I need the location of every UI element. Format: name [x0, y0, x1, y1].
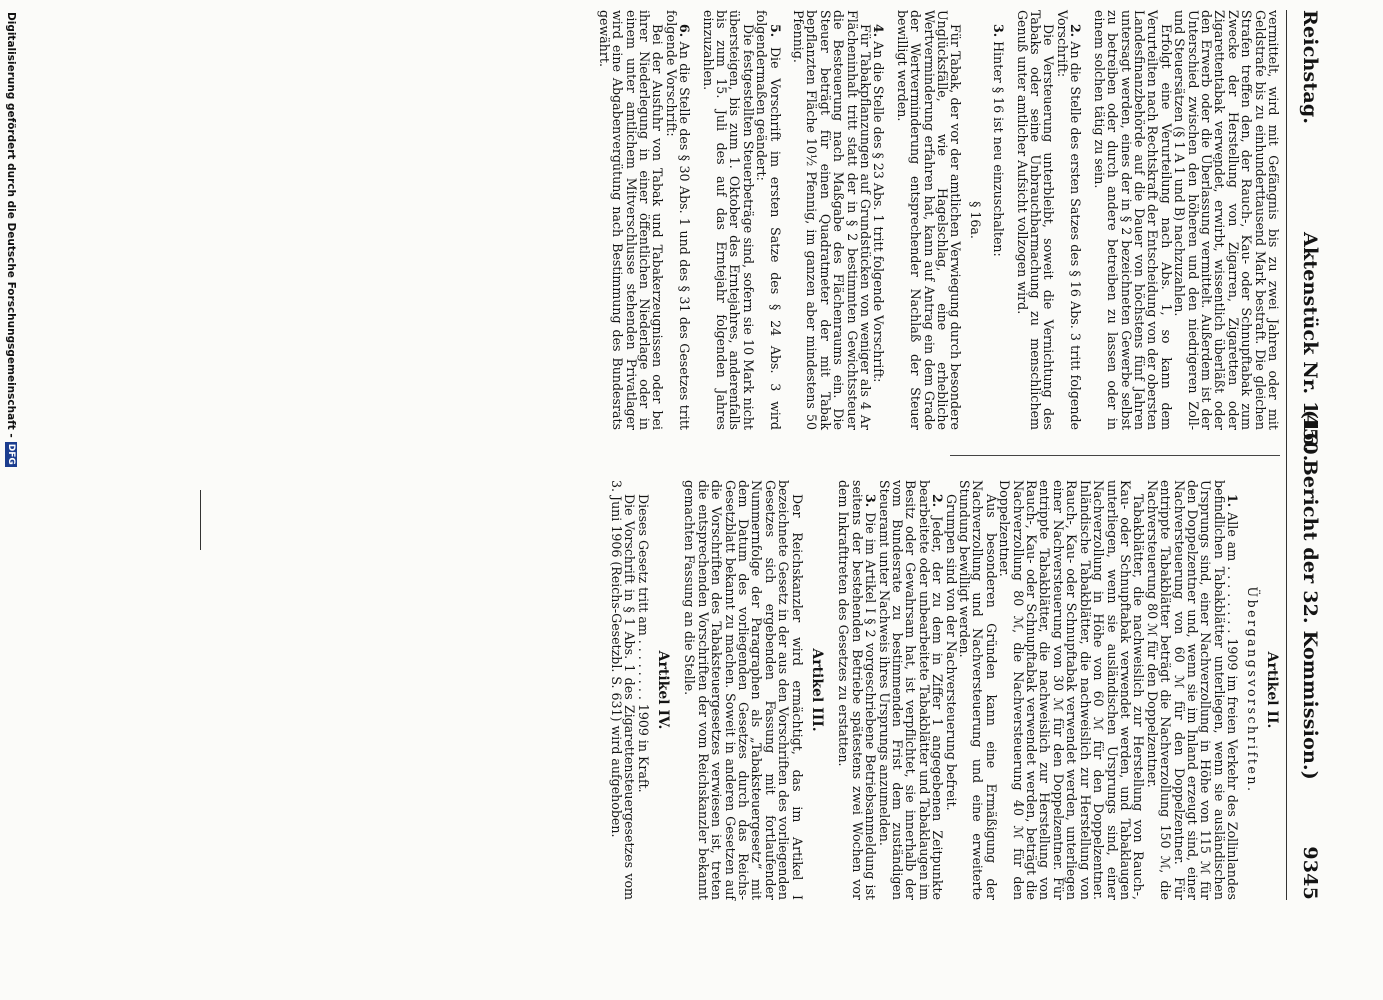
item-text: Jeder, der zu dem in Ziffer 1 angegebenen Zeitpunkte bearbeitete oder unbearbeitete Tabakblätter und Tabaklaugen im Besitz oder Gewahrsam hat, ist verpflichtet, sie innerhalb der vom Bundesrate zu bestimmenden Frist dem zuständigen Steueramt unter Nachweis ihres Ursprungs anzumelden. [876, 480, 946, 900]
paragraph: Dieses Gesetz tritt am . . . . . . . . 1909 in Kraft. [635, 494, 651, 793]
running-header [1291, 10, 1323, 900]
article-2-item-3 [837, 480, 877, 900]
header-document-number: Aktenstück Nr. 1450. [1299, 232, 1321, 462]
quoted-provision: Bei der Ausfuhr von Tabak und Tabakerzeugnissen oder bei ihrer Niederlegung in einer öffentlichen Niederlage oder in einem unter amtlichem Mitverschlusse stehenden Privatlager wird eine Abgabenvergütung nach Bestimmung des Bundesrats gewährt. [596, 10, 666, 430]
digitization-note [3, 12, 17, 467]
digitization-text: Digitalisierung gefördert durch die Deutsche Forschungsgemeinschaft - [5, 12, 17, 438]
section-2 [1056, 10, 1083, 430]
paragraph: vermittelt, wird mit Gefängnis bis zu zwei Jahren oder mit Geldstrafe bis zu einhunderttausend Mark bestraft. Die gleichen Strafen treffen den, der Rauch-, Kau- oder Schnupftabak zum Zwecke der Herstellung von Zigarren, Zigaretten oder Zigarettentabak verwendet, erwirbt, wissentlich überläßt oder den Erwerb oder die Überlassung vermittelt. Außerdem ist der Unterschied zwischen den höheren und den niedrigeren Zoll- und Steuersätzen (§ 1 A 1 und B) nachzuzahlen. [1172, 10, 1281, 430]
section-text: An die Stelle des § 30 Abs. 1 und des § 31 des Gesetzes tritt folgende Vorschrift: [663, 10, 693, 430]
column-divider [950, 455, 1280, 456]
paragraph: Erfolgt eine Verurteilung nach Abs. 1, so kann dem Verurteilten nach Rechtskraft der Entscheidung von der obersten Landesfinanzbehörde auf die Dauer von höchstens fünf Jahren untersagt werden, eines der in § 2 bezeichneten Gewerbe selbst zu betreiben oder durch andere betreiben zu lassen oder in einem solchen tätig zu sein. [1091, 10, 1174, 430]
quoted-provision: Die Versteuerung unterbleibt, soweit die Vernichtung des Tabaks oder seine Unbrauchbarmachung zu menschlichem Genuß unter amtlicher Aufsicht vollzogen wird. [1014, 10, 1057, 430]
article-2-subheading: Übergangsvorschriften. [1244, 586, 1260, 794]
section-5 [755, 10, 782, 430]
paragraph: Grumpen sind von der Nachversteuerung befreit. [943, 494, 959, 811]
dfg-logo: DFG [6, 443, 16, 465]
paragraph-heading: § 16a. [967, 201, 983, 239]
section-3 [992, 10, 1005, 430]
quoted-provision: Für Tabakpflanzungen auf Grundstücken von weniger als 4 Ar Flächeninhalt tritt statt der in § 2 bestimmten Gewichtssteuer die Besteuerung nach Maßgabe des Flächenraums ein. Die Steuer beträgt für einen Quadratmeter der mit Tabak bepflanzten Fläche 10½ Pfennig, im ganzen aber mindestens 50 Pfennig. [791, 10, 874, 430]
article-2-item-2 [877, 480, 944, 900]
section-6 [664, 10, 691, 430]
page-number: 9345 [1299, 846, 1321, 900]
section-text: An die Stelle des § 23 Abs. 1 tritt folgende Vorschrift: [871, 41, 887, 383]
item-number: 1. [1225, 494, 1241, 508]
quoted-provision: Für Tabak, der vor der amtlichen Verwiegung durch besondere Unglücksfälle, wie Hagelschlag, eine erhebliche Wertverminderung erfahren hat, kann auf Antrag ein dem Grade der Wertverminderung entsprechender Nachlaß der Steuer bewilligt werden. [894, 10, 964, 430]
section-text: Die Vorschrift im ersten Satze des § 24 Abs. 3 wird folgendermaßen geändert: [754, 10, 783, 430]
item-number: 2. [930, 494, 946, 508]
section-text: An die Stelle des ersten Satzes des § 16 Abs. 3 tritt folgende Vorschrift: [1054, 10, 1084, 430]
section-number: 6. [677, 24, 693, 38]
paragraph: Aus besonderen Gründen kann eine Ermäßigung der Nachverzollung und Nachversteuerung und eine erweiterte Stundung bewilligt werden. [957, 480, 999, 900]
header-rule [1286, 10, 1287, 900]
article-4-heading: Artikel IV. [654, 650, 671, 730]
header-title: Reichstag. [1299, 10, 1321, 125]
article-3-heading: Artikel III. [809, 648, 825, 732]
article-2-item-1 [1145, 480, 1239, 900]
paragraph: Tabakblätter, die nachweislich zur Herstellung von Rauch-, Kau- oder Schnupftabak verwendet werden, und Tabaklaugen unterliegen, wenn sie ausländischen Ursprungs sind, einer Nachverzollung in Höhe von 60 ℳ für den Doppelzentner. Inländische Tabakblätter, die nachweislich zur Herstellung von Rauch-, Kau- oder Schnupftabak verwendet werden, unterliegen einer Nachversteuerung von 30 ℳ für den Doppelzentner. Für entrippte Tabakblätter, die nachweislich zur Herstellung von Rauch-, Kau- oder Schnupftabak verwendet werden, beträgt die Nachverzollung 80 ℳ, die Nachversteuerung 40 ℳ für den Doppelzentner. [997, 480, 1147, 900]
section-4 [872, 10, 885, 430]
item-text: Die im Artikel I § 2 vorgeschriebene Betriebsanmeldung ist seitens der bestehenden Betriebe spätestens zwei Wochen vor dem Inkrafttreten des Gesetzes zu erstatten. [836, 480, 879, 900]
section-number: 4. [871, 24, 887, 38]
end-rule [200, 490, 201, 550]
item-text: Alle am . . . . . . . . 1909 im freien Verkehr des Zollinlandes befindlichen Tabakblätter unterliegen, wenn sie ausländischen Ursprungs sind, einer Nachverzollung in Höhe von 115 ℳ für den Doppelzentner und, wenn sie im Inland erzeugt sind, einer Nachversteuerung von 60 ℳ für den Doppelzentner. Für entrippte Tabakblätter beträgt die Nachverzollung 150 ℳ, die Nachversteuerung 80 ℳ für den Doppelzentner. [1144, 480, 1241, 900]
item-number: 3. [863, 494, 879, 508]
paragraph: Die Vorschrift in § 1 Abs. 1 des Zigarettensteuergesetzes vom 3. Juni 1906 (Reichs-Gesetzbl. S. 631) wird aufgehoben. [608, 480, 638, 900]
section-number: 2. [1068, 24, 1084, 38]
quoted-provision: Die festgestellten Steuerbeträge sind, sofern sie 10 Mark nicht übersteigen, bis zum 1. Oktober des Erntejahres, anderenfalls bis zum 15. Juli des auf das Erntejahr folgenden Jahres einzuzahlen. [700, 10, 756, 430]
section-number: 3. [991, 24, 1007, 38]
left-column [597, 10, 1280, 430]
header-report: (16. Bericht der 32. Kommission.) [1299, 410, 1321, 780]
paragraph: Der Reichskanzler wird ermächtigt, das im Artikel I bezeichnete Gesetz in der aus den Vorschriften des vorliegenden Gesetzes sich ergebenden Fassung mit fortlaufender Nummernfolge der Paragraphen als „Tabaksteuergesetz“ mit dem Datum des vorliegenden Gesetzes durch das Reichs-Gesetzblatt bekannt zu machen. Soweit in anderen Gesetzen auf die Vorschriften des Tabaksteuergesetzes verwiesen ist, treten die entsprechenden Vorschriften der vom Reichskanzler bekannt gemachten Fassung an die Stelle. [682, 480, 805, 900]
article-2-heading: Artikel II. [1264, 651, 1280, 729]
section-text: Hinter § 16 ist neu einzuschalten: [991, 41, 1007, 257]
right-column [609, 480, 1280, 900]
section-number: 5. [767, 24, 783, 38]
